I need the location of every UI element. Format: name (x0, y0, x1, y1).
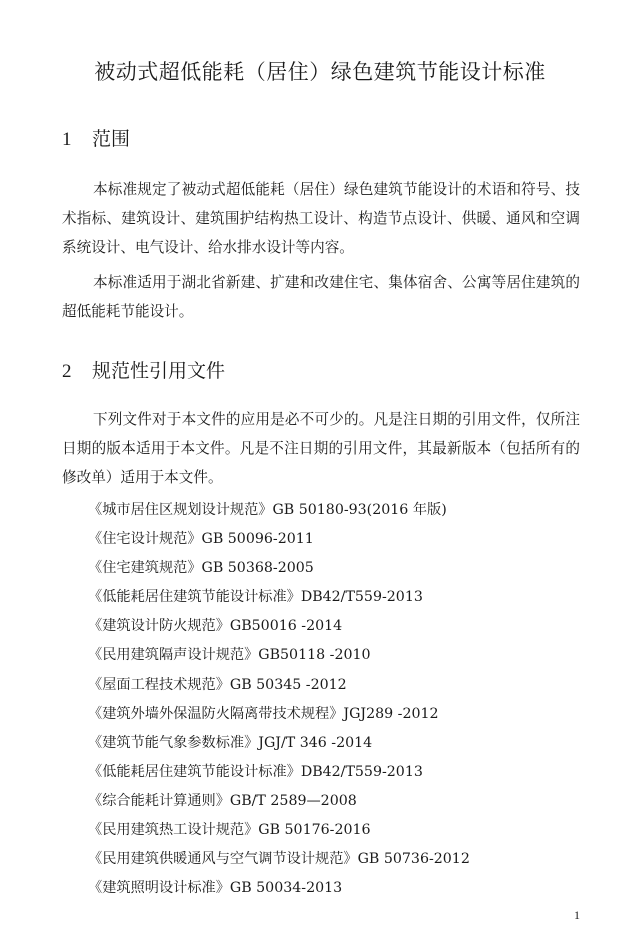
reference-item: 《低能耗居住建筑节能设计标准》DB42/T559-2013 (88, 589, 423, 606)
scope-paragraph-1: 本标准规定了被动式超低能耗（居住）绿色建筑节能设计的术语和符号、技术指标、建筑设计、建筑围护结构热工设计、构造节点设计、供暖、通风和空调系统设计、电气设计、给水排水设计等内容。 (62, 181, 580, 256)
section-title: 规范性引用文件 (92, 360, 226, 382)
reference-item: 《建筑外墙外保温防火隔离带技术规程》JGJ289 -2012 (88, 705, 439, 722)
reference-item: 《住宅建筑规范》GB 50368-2005 (88, 560, 314, 577)
scope-paragraph-2: 本标准适用于湖北省新建、扩建和改建住宅、集体宿舍、公寓等居住建筑的超低能耗节能设计。 (62, 274, 580, 320)
reference-item: 《城市居住区规划设计规范》GB 50180-93(2016 年版) (88, 502, 447, 518)
references-intro-paragraph: 下列文件对于本文件的应用是必不可少的。凡是注日期的引用文件，仅所注日期的版本适用于本文件。凡是不注日期的引用文件，其最新版本（包括所有的修改单）适用于本文件。 (62, 411, 580, 486)
document-title: 被动式超低能耗（居住）绿色建筑节能设计标准 (94, 60, 546, 84)
reference-item: 《建筑节能气象参数标准》JGJ/T 346 -2014 (88, 734, 373, 751)
section-heading-normative-references (62, 356, 225, 383)
section-heading-scope (62, 124, 130, 151)
reference-item: 《民用建筑隔声设计规范》GB50118 -2010 (88, 647, 371, 664)
reference-item: 《综合能耗计算通则》GB/T 2589—2008 (88, 792, 357, 809)
section-number: 1 (62, 129, 72, 150)
reference-item: 《民用建筑热工设计规范》GB 50176-2016 (88, 822, 371, 839)
reference-item: 《建筑照明设计标准》GB 50034-2013 (88, 880, 343, 897)
reference-item: 《屋面工程技术规范》GB 50345 -2012 (88, 676, 347, 693)
reference-item: 《住宅设计规范》GB 50096-2011 (88, 531, 314, 548)
reference-list (88, 496, 470, 903)
section-title: 范围 (92, 128, 131, 150)
page-number: 1 (574, 908, 580, 922)
reference-item: 《建筑设计防火规范》GB50016 -2014 (88, 618, 343, 635)
section-number: 2 (62, 361, 72, 382)
reference-item: 《低能耗居住建筑节能设计标准》DB42/T559-2013 (88, 763, 423, 780)
reference-item: 《民用建筑供暖通风与空气调节设计规范》GB 50736-2012 (88, 851, 470, 868)
